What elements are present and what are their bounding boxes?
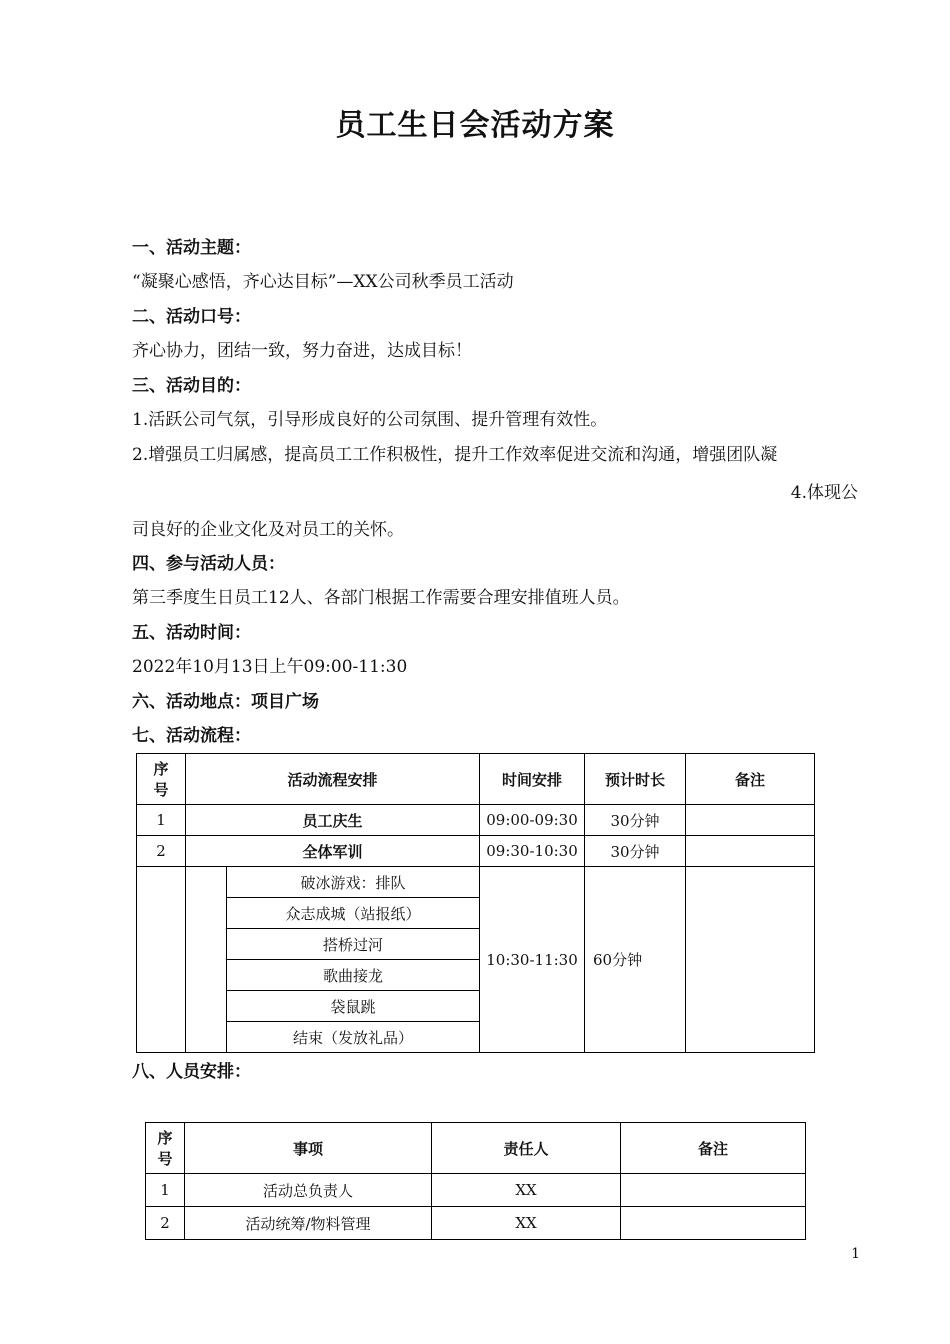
flow-game-5: 袋鼠跳 [227, 991, 480, 1022]
staff-header-note: 备注 [621, 1123, 806, 1174]
section-6-heading: 六、活动地点：项目广场 [132, 692, 319, 712]
flow-games-time: 10:30-11:30 [480, 867, 585, 1053]
staff-header-item: 事项 [185, 1123, 432, 1174]
section-3-heading: 三、活动目的： [132, 376, 251, 396]
flow-games-duration: 60分钟 [585, 867, 686, 1053]
staff-row2-note [621, 1207, 806, 1240]
flow-game-3: 搭桥过河 [227, 929, 480, 960]
flow-games-group [186, 867, 227, 1053]
page-number: 1 [851, 1246, 860, 1262]
flow-header-duration: 预计时长 [585, 754, 686, 805]
flow-table [136, 753, 815, 1053]
section-3-item-4-end: 司良好的企业文化及对员工的关怀。 [132, 520, 404, 540]
section-8-heading: 八、人员安排： [132, 1062, 251, 1082]
table-row [137, 836, 815, 867]
staff-row2-item: 活动统筹/物料管理 [185, 1207, 432, 1240]
flow-row1-note [686, 805, 815, 836]
section-4-heading: 四、参与活动人员： [132, 554, 285, 574]
staff-row2-person: XX [432, 1207, 621, 1240]
section-3-item-2: 2.增强员工归属感，提高员工工作积极性，提升工作效率促进交流和沟通，增强团队凝 [132, 445, 778, 465]
table-row [146, 1207, 806, 1240]
staff-row2-no: 2 [146, 1207, 185, 1240]
flow-game-6: 结束（发放礼品） [227, 1022, 480, 1053]
flow-games-no [137, 867, 186, 1053]
flow-game-1: 破冰游戏：排队 [227, 867, 480, 898]
flow-row2-time: 09:30-10:30 [480, 836, 585, 867]
section-1-heading: 一、活动主题： [132, 238, 251, 258]
staff-row1-item: 活动总负责人 [185, 1174, 432, 1207]
flow-header-no: 序号 [137, 754, 186, 805]
flow-row1-no: 1 [137, 805, 186, 836]
flow-row2-item: 全体军训 [186, 836, 480, 867]
section-5-heading: 五、活动时间： [132, 623, 251, 643]
staff-header-no: 序号 [146, 1123, 185, 1174]
section-3-item-1: 1.活跃公司气氛，引导形成良好的公司氛围、提升管理有效性。 [132, 410, 608, 430]
table-row [137, 805, 815, 836]
flow-row1-time: 09:00-09:30 [480, 805, 585, 836]
section-4-text: 第三季度生日员工12人、各部门根据工作需要合理安排值班人员。 [132, 588, 630, 608]
staff-row1-note [621, 1174, 806, 1207]
staff-header-person: 责任人 [432, 1123, 621, 1174]
section-5-text: 2022年10月13日上午09:00-11:30 [132, 657, 408, 677]
section-1-text: “凝聚心感悟，齐心达目标”—XX公司秋季员工活动 [132, 272, 514, 292]
flow-row2-note [686, 836, 815, 867]
flow-game-4: 歌曲接龙 [227, 960, 480, 991]
page-title: 员工生日会活动方案 [335, 108, 615, 143]
staff-table [145, 1122, 806, 1240]
flow-header-time: 时间安排 [480, 754, 585, 805]
staff-row1-no: 1 [146, 1174, 185, 1207]
section-7-heading: 七、活动流程： [132, 726, 251, 746]
section-2-heading: 二、活动口号： [132, 307, 251, 327]
flow-row2-no: 2 [137, 836, 186, 867]
flow-row1-item: 员工庆生 [186, 805, 480, 836]
flow-header-item: 活动流程安排 [186, 754, 480, 805]
flow-game-2: 众志成城（站报纸） [227, 898, 480, 929]
section-3-item-4-start: 4.体现公 [790, 483, 858, 503]
table-row [146, 1174, 806, 1207]
staff-row1-person: XX [432, 1174, 621, 1207]
flow-row1-duration: 30分钟 [585, 805, 686, 836]
section-2-text: 齐心协力，团结一致，努力奋进，达成目标！ [132, 341, 472, 361]
flow-header-note: 备注 [686, 754, 815, 805]
flow-row2-duration: 30分钟 [585, 836, 686, 867]
table-row [137, 867, 815, 898]
flow-games-note [686, 867, 815, 1053]
